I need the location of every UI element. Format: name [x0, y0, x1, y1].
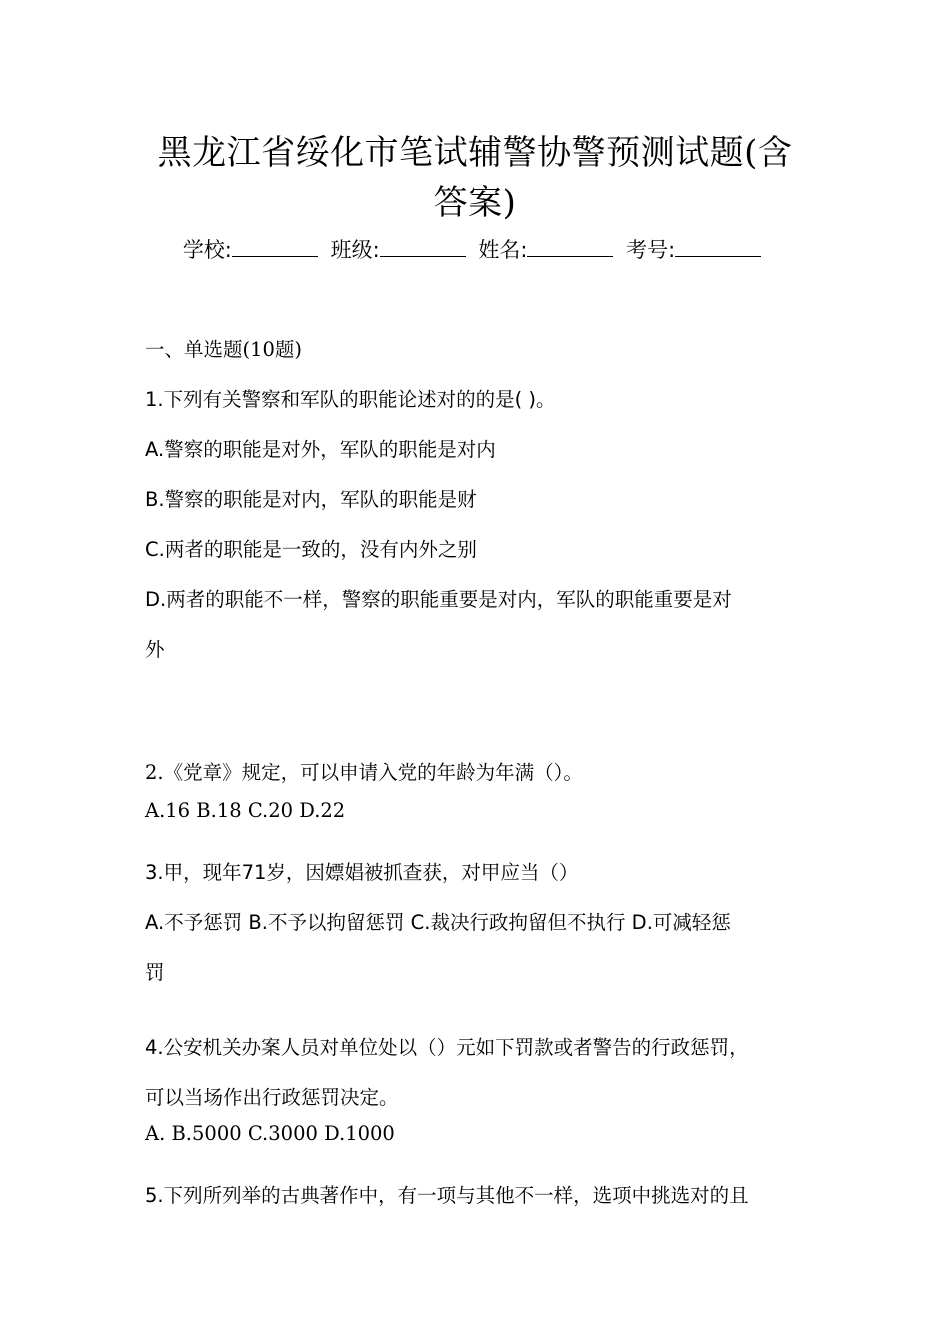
school-label: 学校: [182, 238, 232, 262]
class-label: 班级: [330, 238, 380, 262]
q2-stem: 2.《党章》规定，可以申请入党的年龄为年满（）。 [145, 761, 583, 784]
title-line-1: 黑龙江省绥化市笔试辅警协警预测试题(含 [157, 133, 793, 173]
class-blank[interactable] [380, 236, 466, 257]
student-info-row [120, 232, 830, 268]
name-label: 姓名: [478, 238, 528, 262]
name-blank[interactable] [527, 236, 613, 257]
q1-stem: 1.下列有关警察和军队的职能论述对的的是( )。 [145, 388, 556, 411]
page-title [120, 128, 830, 228]
school-blank[interactable] [232, 236, 318, 257]
q1-option-c: C.两者的职能是一致的，没有内外之别 [145, 538, 477, 561]
q1-option-d-line2: 外 [145, 638, 165, 661]
number-blank[interactable] [675, 236, 761, 257]
q5-stem-line1: 5.下列所列举的古典著作中，有一项与其他不一样，选项中挑选对的且 [145, 1184, 749, 1207]
q1-option-d-line1: D.两者的职能不一样，警察的职能重要是对内，军队的职能重要是对 [145, 588, 732, 611]
number-label: 考号: [626, 238, 676, 262]
q3-options-line1: A.不予惩罚 B.不予以拘留惩罚 C.裁决行政拘留但不执行 D.可减轻惩 [145, 911, 731, 934]
section-heading: 一、单选题(10题) [145, 338, 303, 361]
q2-options: A.16 B.18 C.20 D.22 [145, 799, 346, 822]
q4-options: A. B.5000 C.3000 D.1000 [145, 1122, 395, 1145]
title-line-2: 答案) [433, 183, 517, 223]
q3-stem: 3.甲，现年71岁，因嫖娼被抓查获，对甲应当（） [145, 861, 579, 884]
q4-stem-line2: 可以当场作出行政惩罚决定。 [145, 1086, 399, 1109]
q3-options-line2: 罚 [145, 961, 165, 984]
q1-option-b: B.警察的职能是对内，军队的职能是财 [145, 488, 477, 511]
q1-option-a: A.警察的职能是对外，军队的职能是对内 [145, 438, 496, 461]
q4-stem-line1: 4.公安机关办案人员对单位处以（）元如下罚款或者警告的行政惩罚， [145, 1036, 749, 1059]
